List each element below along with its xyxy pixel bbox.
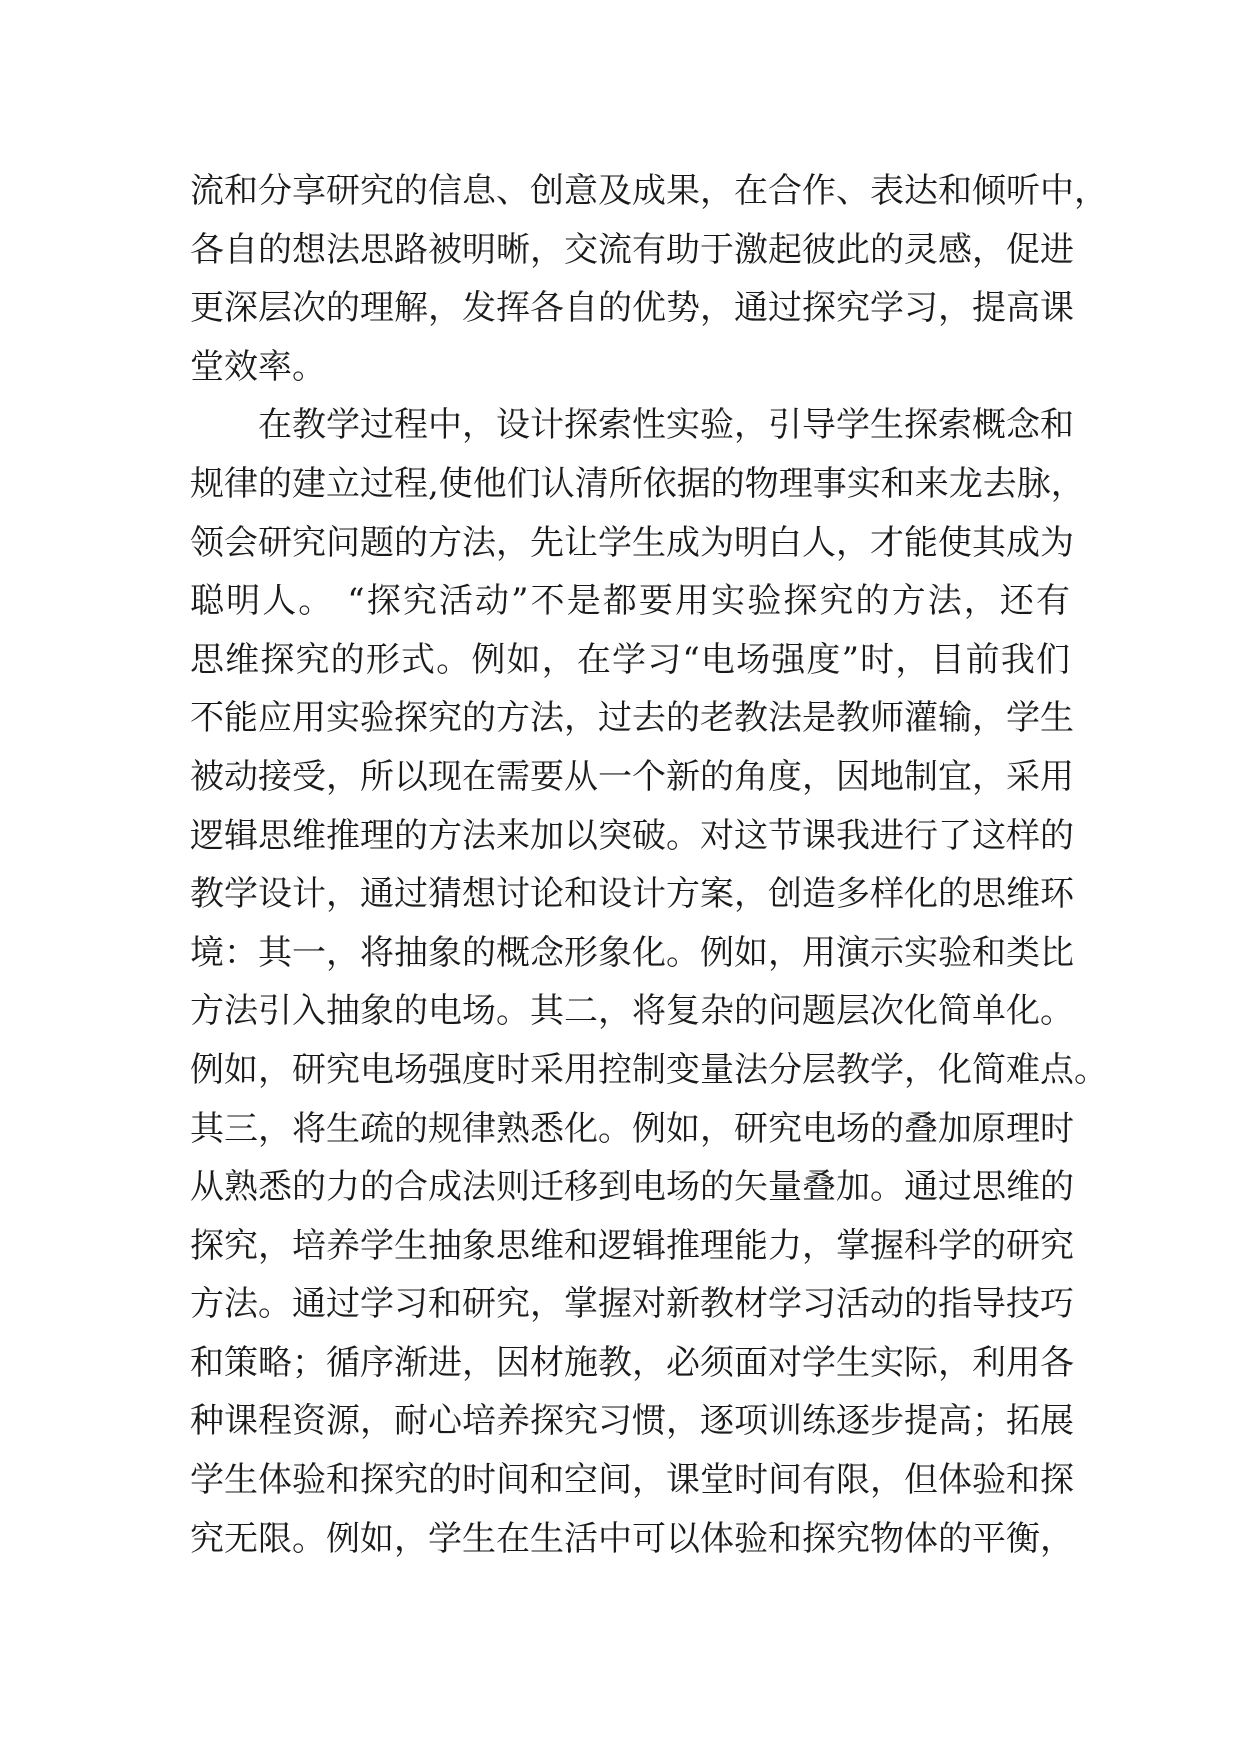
text-line: 不能应用实验探究的方法，过去的老教法是教师灌输，学生 bbox=[190, 698, 1074, 739]
paragraph-2 bbox=[190, 396, 1108, 1568]
text-line: 其三，将生疏的规律熟悉化。例如，研究电场的叠加原理时 bbox=[190, 1108, 1074, 1149]
text-line: 逻辑思维推理的方法来加以突破。对这节课我进行了这样的 bbox=[190, 815, 1074, 856]
text-line: 从熟悉的力的合成法则迁移到电场的矢量叠加。通过思维的 bbox=[190, 1167, 1074, 1208]
text-line: 被动接受，所以现在需要从一个新的角度，因地制宜，采用 bbox=[190, 756, 1074, 797]
text-line: 例如，研究电场强度时采用控制变量法分层教学，化简难点。 bbox=[190, 1049, 1108, 1090]
text-line: 更深层次的理解，发挥各自的优势，通过探究学习，提高课 bbox=[190, 288, 1074, 329]
text-line: 种课程资源，耐心培养探究习惯，逐项训练逐步提高；拓展 bbox=[190, 1401, 1074, 1442]
text-line: 领会研究问题的方法，先让学生成为明白人，才能使其成为 bbox=[190, 522, 1074, 563]
text-line: 思维探究的形式。例如，在学习“电场强度”时，目前我们 bbox=[190, 639, 1070, 680]
text-line: 教学设计，通过猜想讨论和设计方案，创造多样化的思维环 bbox=[190, 874, 1074, 915]
text-line: 境：其一，将抽象的概念形象化。例如，用演示实验和类比 bbox=[190, 932, 1074, 973]
text-line: 学生体验和探究的时间和空间，课堂时间有限，但体验和探 bbox=[190, 1460, 1074, 1501]
text-line: 规律的建立过程,使他们认清所依据的物理事实和来龙去脉， bbox=[190, 463, 1085, 504]
text-line: 在教学过程中，设计探索性实验，引导学生探索概念和 bbox=[258, 405, 1074, 446]
text-line: 方法引入抽象的电场。其二，将复杂的问题层次化简单化。 bbox=[190, 991, 1074, 1032]
text-line: 和策略；循序渐进，因材施教，必须面对学生实际，利用各 bbox=[190, 1342, 1074, 1383]
text-line: 各自的想法思路被明晰，交流有助于激起彼此的灵感，促进 bbox=[190, 229, 1074, 270]
text-line: 究无限。例如，学生在生活中可以体验和探究物体的平衡， bbox=[190, 1518, 1074, 1559]
text-line: 探究，培养学生抽象思维和逻辑推理能力，掌握科学的研究 bbox=[190, 1225, 1074, 1266]
text-line: 方法。通过学习和研究，掌握对新教材学习活动的指导技巧 bbox=[190, 1284, 1074, 1325]
text-line: 聪明人。 “探究活动”不是都要用实验探究的方法，还有 bbox=[190, 581, 1070, 622]
body-text bbox=[190, 162, 1108, 1568]
text-line: 流和分享研究的信息、创意及成果，在合作、表达和倾听中， bbox=[190, 171, 1108, 211]
text-line: 堂效率。 bbox=[190, 346, 326, 387]
paragraph-1 bbox=[190, 162, 1108, 396]
